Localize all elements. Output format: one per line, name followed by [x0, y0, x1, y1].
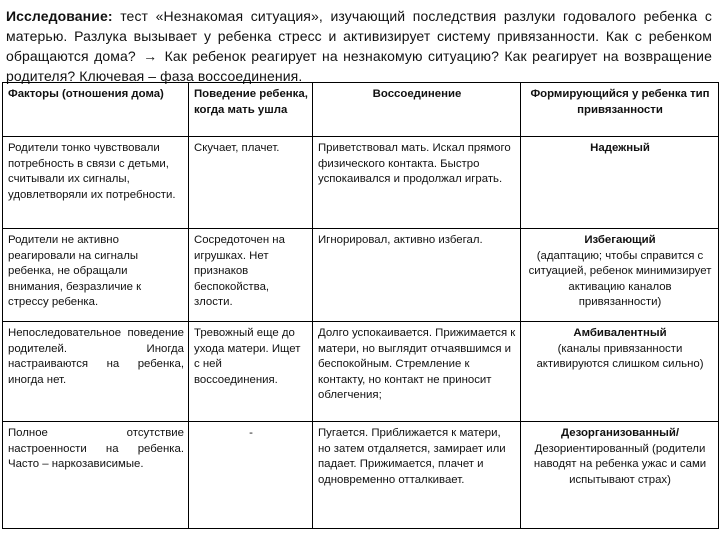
cell-attachment-type — [521, 137, 719, 229]
cell-attachment-type — [521, 322, 719, 422]
header-behavior: Поведение ребенка, когда мать ушла — [189, 83, 313, 137]
cell-behavior: Тревожный еще до ухода матери. Ищет с ней воссоединения. — [189, 322, 313, 422]
intro-paragraph — [6, 6, 712, 86]
attachment-type-title: Дезорганизованный/ — [560, 427, 680, 439]
intro-text-part1: тест «Незнакомая ситуация», изучающий последствия разлуки годовалого ребенка с матерью. Разлука вызывает у ребенка стресс и активизирует систему привязанности. Как с ребенком обращаются дома? — [6, 8, 712, 64]
cell-reunion: Долго успокаивается. Прижимается к матери, но выглядит отчаявшимся и беспокойным. Стремление к контакту, но контакт не приносит облегчения; — [313, 322, 521, 422]
attachment-type-title: Надежный — [590, 142, 650, 154]
intro-text-part2: Как ребенок реагирует на незнакомую ситуацию? Как реагирует на возвращение родителя? Ключевая – фаза воссоединения. — [6, 48, 712, 84]
attachment-type-description: Дезориентированный (родители наводят на ребенка ужас и сами испытывают страх) — [533, 442, 707, 486]
arrow-right-icon: → — [143, 48, 158, 64]
header-factors: Факторы (отношения дома) — [3, 83, 189, 137]
cell-attachment-type — [521, 229, 719, 322]
table-row — [3, 322, 719, 422]
cell-behavior: - — [189, 422, 313, 529]
cell-factors: Родители не активно реагировали на сигналы ребенка, не обращали внимания, безразличие к стрессу ребенка. — [3, 229, 189, 322]
attachment-type-description: (каналы привязанности активируются слишком сильно) — [536, 342, 704, 371]
table-row — [3, 422, 719, 529]
cell-attachment-type — [521, 422, 719, 529]
table-row — [3, 229, 719, 322]
cell-factors: Непоследовательное поведение родителей. Иногда настраиваются на ребенка, иногда нет. — [3, 322, 189, 422]
header-attachment-type: Формирующийся у ребенка тип привязанности — [521, 83, 719, 137]
cell-reunion: Пугается. Приближается к матери, но затем отдаляется, замирает или падает. Прижимается, плачет и одновременно отталкивает. — [313, 422, 521, 529]
cell-behavior: Сосредоточен на игрушках. Нет признаков беспокойства, злости. — [189, 229, 313, 322]
cell-factors: Полное отсутствие настроенности на ребенка. Часто – наркозависимые. — [3, 422, 189, 529]
attachment-type-title: Избегающий — [584, 234, 656, 246]
cell-behavior: Скучает, плачет. — [189, 137, 313, 229]
intro-lead: Исследование: — [6, 8, 113, 24]
table-row — [3, 137, 719, 229]
attachment-type-title: Амбивалентный — [573, 327, 667, 339]
attachment-types-table — [2, 82, 719, 529]
table-header-row — [3, 83, 719, 137]
cell-reunion: Игнорировал, активно избегал. — [313, 229, 521, 322]
cell-reunion: Приветствовал мать. Искал прямого физического контакта. Быстро успокаивался и продолжал играть. — [313, 137, 521, 229]
attachment-type-description: (адаптацию; чтобы справится с ситуацией, ребенок минимизирует активацию каналов привязанности) — [528, 249, 712, 309]
cell-factors: Родители тонко чувствовали потребность в связи с детьми, считывали их сигналы, удовлетворяли их потребности. — [3, 137, 189, 229]
header-reunion: Воссоединение — [313, 83, 521, 137]
